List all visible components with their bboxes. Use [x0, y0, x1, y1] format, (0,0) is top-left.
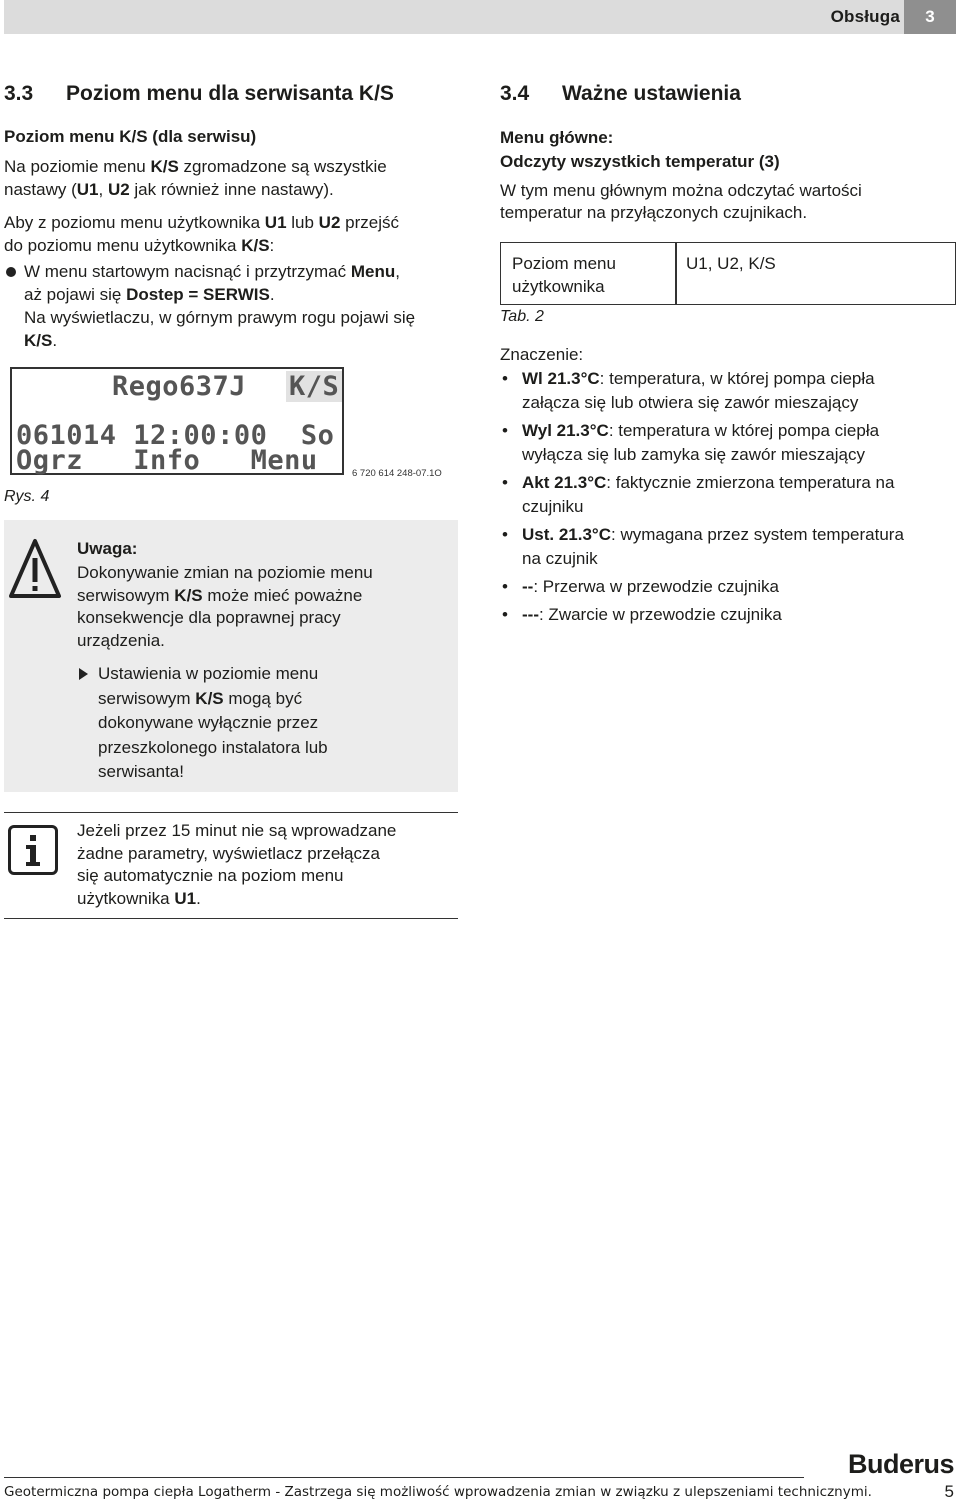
footer-text: Geotermiczna pompa ciepła Logatherm - Zastrzega się możliwość wprowadzenia zmian w związku z ulepszeniami technicznymi.: [4, 1484, 872, 1500]
lcd-row-datetime: 061014 12:00:00 So: [16, 420, 335, 451]
table-divider: [675, 242, 677, 305]
action-arrow-icon: [79, 667, 88, 685]
info-text: Jeżeli przez 15 minut nie są wprowadzane żadne parametry, wyświetlacz przełącza się automatycznie na poziom menu użytkownika U1.: [77, 821, 397, 908]
heading-text: Ważne ustawienia: [562, 82, 741, 105]
header-chapter-number: 3: [904, 0, 956, 34]
menu-name: Odczyty wszystkich temperatur (3): [500, 152, 780, 171]
header-section-title: Obsługa: [830, 7, 900, 26]
list-item: • Wyl 21.3°C: temperatura w której pompa ciepła wyłącza się lub zamyka się zawór mieszający: [502, 421, 880, 464]
heading-number: 3.3: [4, 82, 34, 105]
list-item: • --: Przerwa w przewodzie czujnika: [502, 577, 779, 596]
menu-label: Menu główne:: [500, 128, 614, 147]
list-item: • Wl 21.3°C: temperatura, w której pompa ciepła załącza się lub otwiera się zawór mieszający: [502, 369, 875, 412]
meaning-label: Znaczenie:: [500, 345, 584, 364]
warning-title: Uwaga:: [77, 539, 138, 558]
bullet-dot-icon: [6, 267, 16, 277]
lcd-row-menu: Ogrz Info Menu: [16, 445, 318, 476]
list-item: • ---: Zwarcie w przewodzie czujnika: [502, 605, 782, 624]
info-top-rule: [4, 812, 458, 813]
warning-text: Dokonywanie zmian na poziomie menu serwisowym K/S może mieć poważne konsekwencje dla poprawnej pracy urządzenia.: [77, 563, 373, 650]
footer-rule: [4, 1477, 804, 1478]
heading-text: Poziom menu dla serwisanta K/S: [66, 82, 394, 105]
header-band: [4, 0, 956, 34]
lcd-row-ks: K/S: [286, 372, 342, 402]
table-caption: Tab. 2: [500, 308, 544, 325]
menu-intro: W tym menu głównym można odczytać wartości temperatur na przyłączonych czujnikach.: [500, 181, 862, 222]
step-instruction: W menu startowym nacisnąć i przytrzymać Menu, aż pojawi się Dostep = SERWIS. Na wyświetlaczu, w górnym prawym rogu pojawi się K/S.: [24, 262, 416, 350]
paragraph-access: Aby z poziomu menu użytkownika U1 lub U2 przejść do poziomu menu użytkownika K/S:: [4, 213, 399, 255]
section-heading-3-3: [4, 82, 394, 106]
figure-caption: Rys. 4: [4, 488, 50, 505]
list-item: • Akt 21.3°C: faktycznie zmierzona temperatura na czujniku: [502, 473, 895, 516]
section-heading-3-4: [500, 82, 741, 106]
paragraph-intro: Na poziomie menu K/S zgromadzone są wszystkie nastawy (U1, U2 jak również inne nastawy).: [4, 157, 387, 199]
figure-code: 6 720 614 248-07.1O: [352, 468, 442, 479]
info-bottom-rule: [4, 918, 458, 919]
subheading: Poziom menu K/S (dla serwisu): [4, 127, 257, 146]
heading-number: 3.4: [500, 82, 530, 105]
warning-action: Ustawienia w poziomie menu serwisowym K/S mogą być dokonywane wyłącznie przez przeszkolonego instalatora lub serwisanta!: [98, 664, 328, 781]
table-cell-level: Poziom menu użytkownika: [512, 254, 616, 296]
meaning-list: [500, 367, 956, 627]
list-item: • Ust. 21.3°C: wymagana przez system temperatura na czujnik: [502, 525, 904, 568]
brand-logo: Buderus: [847, 1449, 954, 1479]
page-number: 5: [944, 1482, 954, 1501]
info-icon: [8, 825, 58, 875]
lcd-row-model: Rego637J: [112, 371, 247, 402]
warning-triangle-icon: [8, 538, 62, 600]
table-cell-values: U1, U2, K/S: [686, 254, 776, 273]
